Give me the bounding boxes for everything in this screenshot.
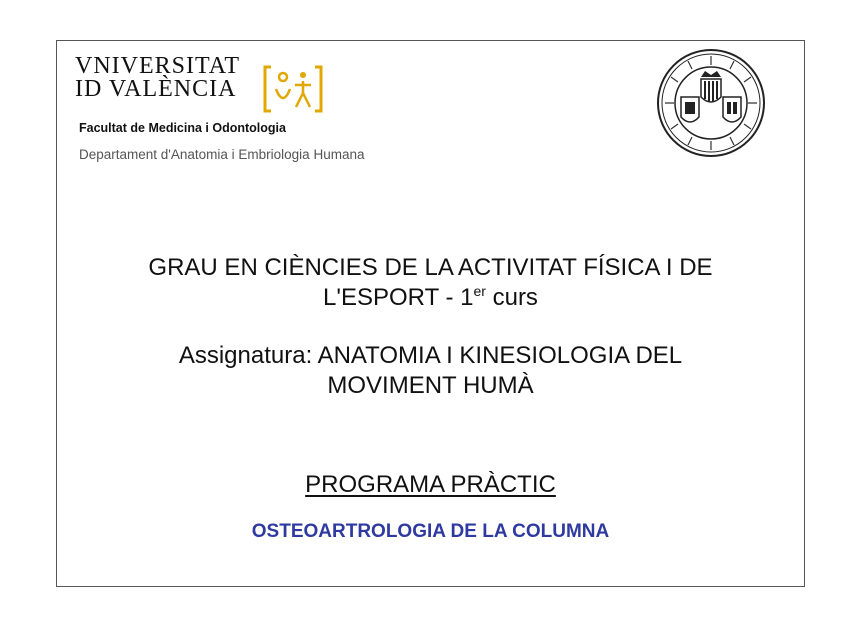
department-name: Departament d'Anatomia i Embriologia Humana [79, 147, 365, 162]
degree-title-line2-end: curs [485, 284, 538, 311]
program-heading: PROGRAMA PRÀCTIC [305, 471, 556, 498]
university-name [75, 55, 240, 101]
university-seal-icon [655, 47, 767, 159]
university-name-line2: ID VALÈNCIA [75, 76, 237, 102]
university-logo-block [75, 55, 240, 101]
topic-heading: OSTEOARTROLOGIA DE LA COLUMNA [251, 521, 610, 542]
degree-title-line1: GRAU EN CIÈNCIES DE LA ACTIVITAT FÍSICA I DE [148, 254, 713, 281]
subject-title [57, 341, 804, 401]
subject-title-line2: MOVIMENT HUMÀ [327, 372, 534, 399]
university-emblem-icon [263, 63, 323, 115]
degree-title-line2-text: L'ESPORT - 1 [323, 284, 474, 311]
university-name-line1: VNIVERSITAT [75, 53, 241, 79]
degree-title [57, 253, 804, 313]
degree-title-line2 [57, 283, 804, 313]
degree-title-ordinal: er [473, 283, 486, 299]
slide [56, 40, 805, 587]
subject-title-line1: Assignatura: ANATOMIA I KINESIOLOGIA DEL [178, 342, 683, 369]
faculty-name: Facultat de Medicina i Odontologia [79, 121, 286, 135]
